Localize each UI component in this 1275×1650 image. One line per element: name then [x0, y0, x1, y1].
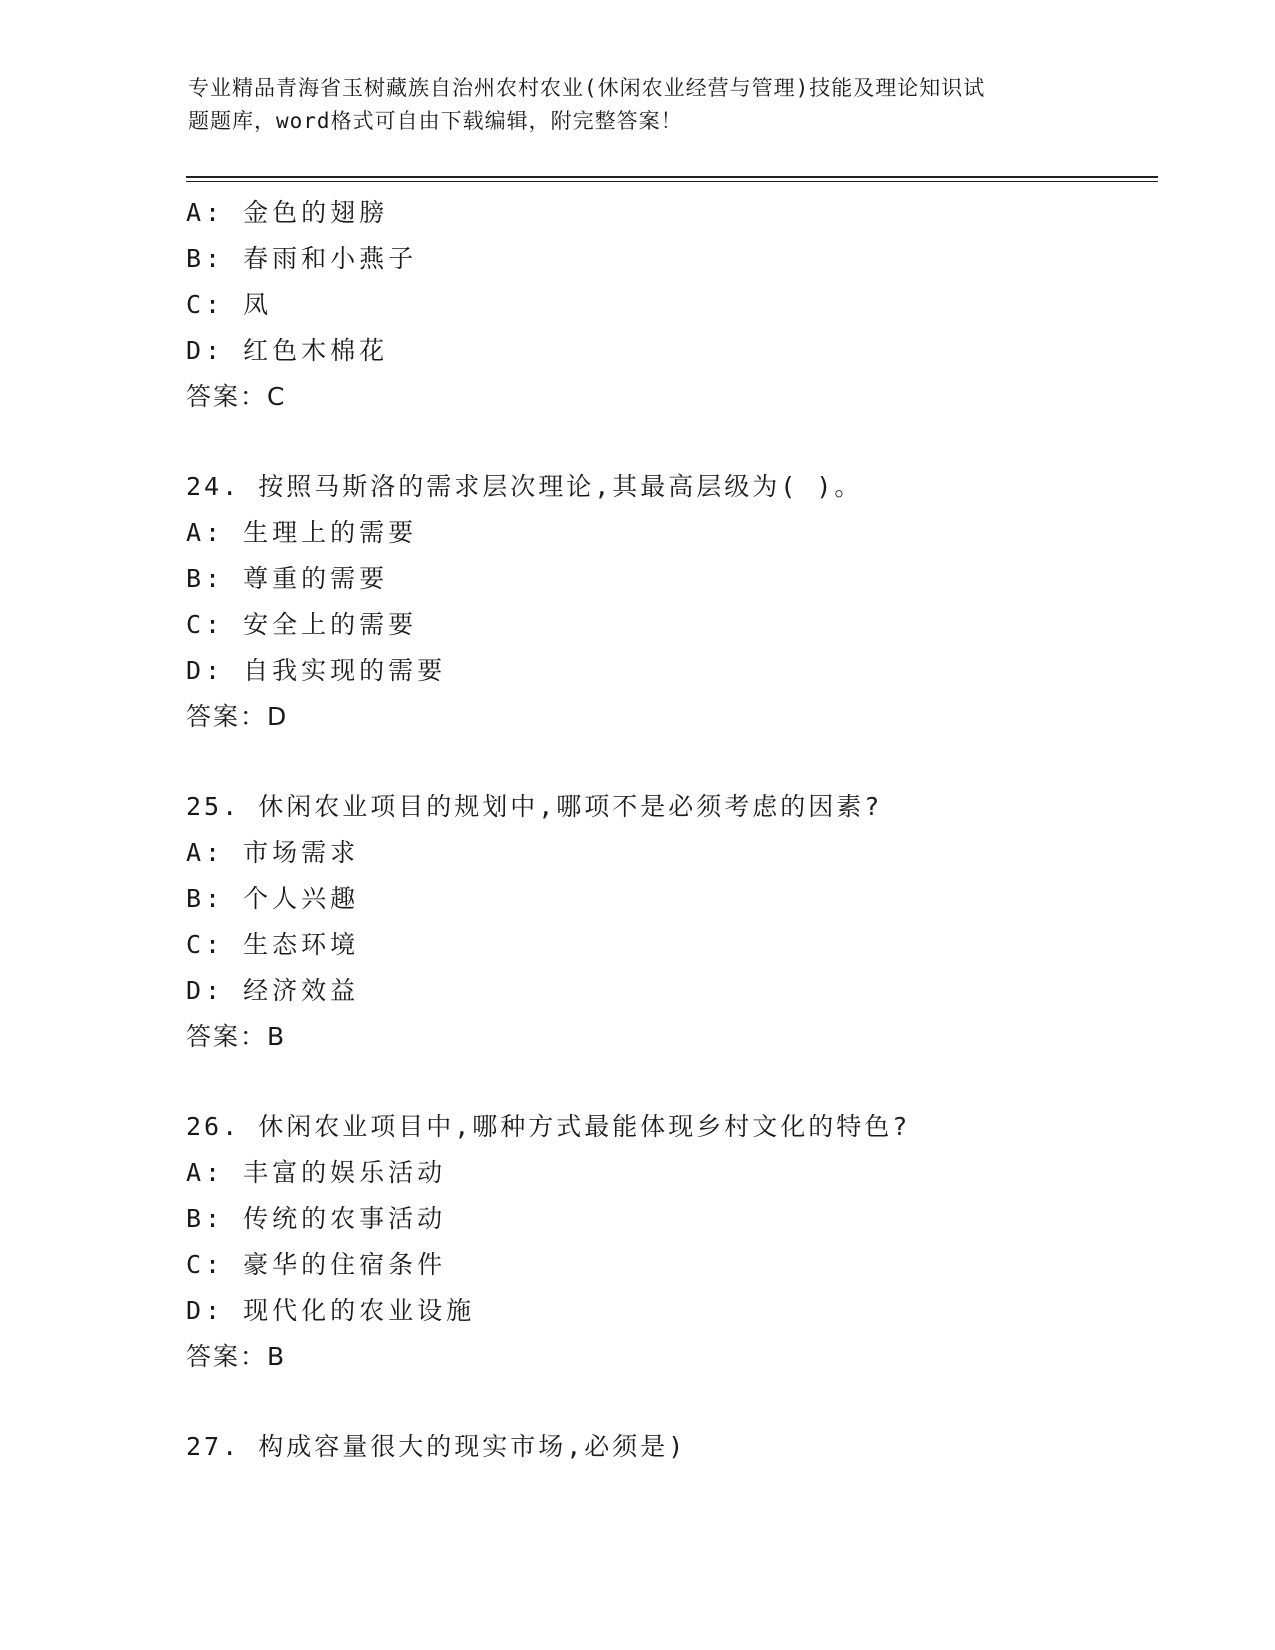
question-block-25: [186, 784, 1146, 1060]
answer-line: 答案：D: [186, 702, 289, 731]
header-divider-thick: [186, 176, 1158, 178]
answer-line: 答案：B: [186, 1022, 287, 1051]
option-a: A: 金色的翅膀: [186, 198, 389, 227]
question-block-24: [186, 464, 1146, 740]
spacer: [186, 1060, 1146, 1104]
document-header: [188, 72, 1088, 138]
option-d: D: 经济效益: [186, 976, 360, 1005]
question-text: 27. 构成容量很大的现实市场,必须是): [186, 1432, 687, 1461]
option-c: C: 安全上的需要: [186, 610, 418, 639]
option-b: B: 个人兴趣: [186, 884, 360, 913]
header-divider-thin: [186, 181, 1158, 182]
question-text: 24. 按照马斯洛的需求层次理论,其最高层级为( )。: [186, 472, 863, 501]
question-block-26: [186, 1104, 1146, 1380]
option-b: B: 尊重的需要: [186, 564, 389, 593]
header-line-1: 专业精品青海省玉树藏族自治州农村农业(休闲农业经营与管理)技能及理论知识试: [188, 76, 986, 100]
question-block-23: [186, 190, 1146, 420]
option-d: D: 自我实现的需要: [186, 656, 447, 685]
option-d: D: 红色木棉花: [186, 336, 389, 365]
option-a: A: 生理上的需要: [186, 518, 418, 547]
option-c: C: 生态环境: [186, 930, 360, 959]
option-a: A: 市场需求: [186, 838, 360, 867]
document-body: [186, 190, 1146, 1470]
spacer: [186, 1380, 1146, 1424]
spacer: [186, 740, 1146, 784]
spacer: [186, 420, 1146, 464]
question-text: 26. 休闲农业项目中,哪种方式最能体现乡村文化的特色?: [186, 1112, 911, 1141]
option-c: C: 豪华的住宿条件: [186, 1250, 447, 1279]
answer-line: 答案：B: [186, 1342, 287, 1371]
header-line-2: 题题库，word格式可自由下载编辑，附完整答案！: [188, 109, 683, 133]
option-d: D: 现代化的农业设施: [186, 1296, 476, 1325]
option-a: A: 丰富的娱乐活动: [186, 1158, 447, 1187]
option-b: B: 传统的农事活动: [186, 1204, 447, 1233]
answer-line: 答案：C: [186, 382, 287, 411]
question-block-27: [186, 1424, 1146, 1470]
question-text: 25. 休闲农业项目的规划中,哪项不是必须考虑的因素?: [186, 792, 883, 821]
option-b: B: 春雨和小燕子: [186, 244, 418, 273]
option-c: C: 凤: [186, 290, 273, 319]
